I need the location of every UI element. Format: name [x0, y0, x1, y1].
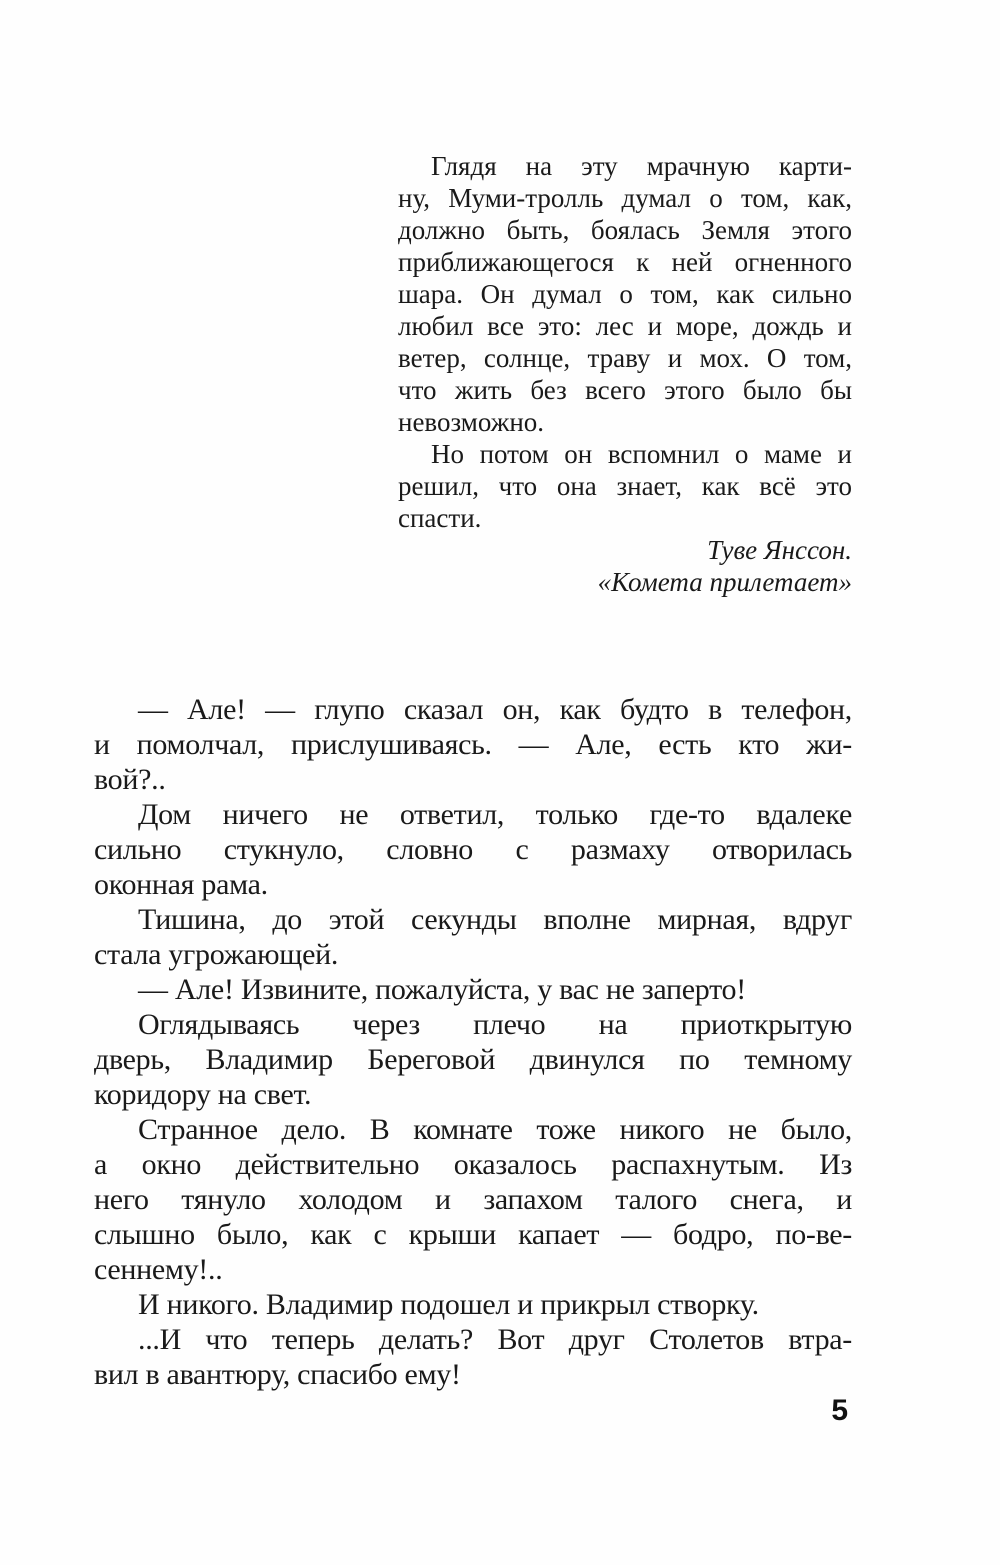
epigraph-block [398, 150, 852, 534]
text-line: него тянуло холодом и запахом талого снега, и [94, 1183, 852, 1216]
text-line: Но потом он вспомнил о маме и [431, 439, 852, 469]
text-line: вой?.. [94, 763, 166, 796]
text-line: коридору на свет. [94, 1078, 312, 1111]
text-line: любил все это: лес и море, дождь и [398, 311, 852, 341]
page-number: 5 [831, 1394, 848, 1427]
epigraph-attribution [398, 534, 852, 598]
text-line: — Але! Извините, пожалуйста, у вас не заперто! [138, 973, 746, 1006]
text-line: Странное дело. В комнате тоже никого не было, [138, 1113, 852, 1146]
text-line: Оглядываясь через плечо на приоткрытую [138, 1008, 852, 1041]
text-line: невозможно. [398, 407, 545, 437]
attribution-title: «Комета прилетает» [597, 567, 852, 597]
text-line: Глядя на эту мрачную карти- [431, 151, 852, 181]
paragraph [94, 972, 852, 1007]
text-line: приближающегося к ней огненного [398, 247, 852, 277]
paragraph [94, 797, 852, 902]
text-line: оконная рама. [94, 868, 268, 901]
text-line: Тишина, до этой секунды вполне мирная, вдруг [138, 903, 852, 936]
text-line: сеннему!.. [94, 1253, 223, 1286]
text-line: ветер, солнце, траву и мох. О том, [398, 343, 852, 373]
text-line: ...И что теперь делать? Вот друг Столетов втра- [138, 1323, 852, 1356]
body-text-block [94, 692, 852, 1392]
text-line: и помолчал, прислушиваясь. — Але, есть кто жи- [94, 728, 852, 761]
paragraph [94, 1007, 852, 1112]
text-line: решил, что она знает, как всё это [398, 471, 852, 501]
paragraph [398, 150, 852, 438]
attribution-author: Туве Янссон. [707, 535, 852, 565]
text-line: стала угрожающей. [94, 938, 339, 971]
paragraph [398, 438, 852, 534]
text-line: Дом ничего не ответил, только где-то вдалеке [138, 798, 852, 831]
text-line: слышно было, как с крыши капает — бодро, по-ве- [94, 1218, 852, 1251]
text-line: — Але! — глупо сказал он, как будто в телефон, [138, 693, 852, 726]
text-line: вил в авантюру, спасибо ему! [94, 1358, 461, 1391]
text-line: шара. Он думал о том, как сильно [398, 279, 852, 309]
text-line: а окно действительно оказалось распахнутым. Из [94, 1148, 852, 1181]
text-line: спасти. [398, 503, 482, 533]
paragraph [94, 1287, 852, 1322]
text-line: сильно стукнуло, словно с размаху отворилась [94, 833, 852, 866]
paragraph [94, 902, 852, 972]
text-line: ну, Муми-тролль думал о том, как, [398, 183, 852, 213]
paragraph [94, 1112, 852, 1287]
paragraph [94, 692, 852, 797]
text-line: И никого. Владимир подошел и прикрыл створку. [138, 1288, 759, 1321]
text-line: должно быть, боялась Земля этого [398, 215, 852, 245]
text-line: что жить без всего этого было бы [398, 375, 852, 405]
text-line: дверь, Владимир Береговой двинулся по темному [94, 1043, 852, 1076]
paragraph [94, 1322, 852, 1392]
